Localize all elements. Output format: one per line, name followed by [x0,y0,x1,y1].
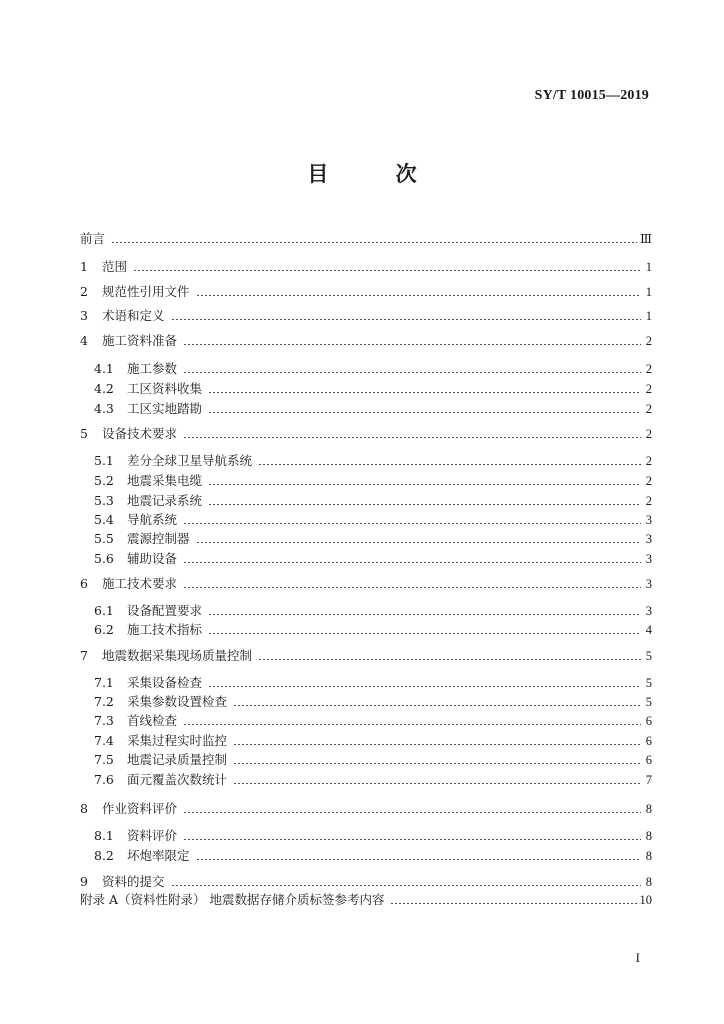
standard-code: SY/T 10015—2019 [534,88,649,103]
toc-entry-title: 施工技术要求 [102,576,178,591]
toc-entry-title: 资料评价 [127,828,178,843]
toc-dot-leader [208,484,641,485]
toc-entry-number: 2 [80,284,88,299]
toc-entry-number: 8 [80,801,88,816]
toc-dot-leader [233,705,641,706]
toc-entry-page: 8 [645,829,652,843]
toc-entry-page: 2 [645,402,652,416]
toc-entry-title: 施工资料准备 [102,333,178,348]
toc-dot-leader [171,319,641,320]
toc-entry-page: 10 [639,893,652,907]
toc-entry-number: 4.2 [94,381,114,396]
toc-dot-leader [208,686,641,687]
toc-entry-title: 施工技术指标 [127,622,203,637]
toc-entry-page: Ⅲ [639,232,652,246]
toc-entry[interactable] [80,283,652,301]
toc-entry[interactable] [80,258,652,276]
toc-entry-page: 5 [645,695,652,709]
toc-entry-title: 地震记录质量控制 [127,752,228,767]
toc-entry[interactable] [80,647,652,665]
toc-entry-number: 7.6 [94,772,114,787]
toc-entry-title: 首线检查 [127,713,178,728]
toc-entry-number: 6.1 [94,603,114,618]
toc-entry-page: 5 [645,649,652,663]
toc-dot-leader [258,464,641,465]
toc-dot-leader [233,744,641,745]
toc-entry-number: 7.4 [94,733,114,748]
toc-entry[interactable] [94,693,652,711]
toc-entry[interactable] [94,511,652,529]
toc-entry[interactable] [94,492,652,510]
toc-entry-title: 施工参数 [127,361,178,376]
toc-entry[interactable] [94,751,652,769]
toc-entry[interactable] [80,873,652,891]
toc-entry-page: 3 [645,604,652,618]
toc-entry[interactable] [94,827,652,845]
toc-entry-title: 地震数据采集现场质量控制 [102,648,253,663]
toc-entry-number: 5.6 [94,551,114,566]
toc-entry-page: 2 [645,494,652,508]
toc-entry-page: 1 [645,309,652,323]
toc-dot-leader [208,504,641,505]
toc-entry[interactable] [94,847,652,865]
toc-entry-page: 3 [645,513,652,527]
toc-entry-number: 7 [80,648,88,663]
toc-dot-leader [196,542,641,543]
toc-dot-leader [183,372,641,373]
toc-dot-leader [183,344,641,345]
toc-entry-title: 震源控制器 [127,531,190,546]
toc-dot-leader [171,885,641,886]
toc-entry-page: 8 [645,849,652,863]
toc-entry-number: 5.4 [94,512,114,527]
toc-entry-title: 采集参数设置检查 [127,694,228,709]
toc-entry-title: 术语和定义 [102,308,165,323]
toc-entry-page: 6 [645,734,652,748]
toc-entry-number: 5.2 [94,473,114,488]
toc-entry-number: 6 [80,576,88,591]
toc-entry[interactable] [94,771,652,789]
toc-dot-leader [183,523,641,524]
toc-entry-page: 1 [645,285,652,299]
toc-entry-number: 7.5 [94,752,114,767]
toc-entry-number: 5.5 [94,531,114,546]
toc-entry-title: 范围 [102,259,128,274]
toc-dot-leader [183,562,641,563]
toc-dot-leader [111,242,637,243]
toc-entry-number: 4.1 [94,361,114,376]
toc-dot-leader [208,392,641,393]
toc-dot-leader [258,659,641,660]
toc-entry-number: 5.3 [94,493,114,508]
toc-entry-page: 1 [645,260,652,274]
toc-entry-title: 前言 [80,231,106,246]
toc-entry-title: 面元覆盖次数统计 [127,772,228,787]
toc-entry-page: 4 [645,623,652,637]
toc-entry-number: 6.2 [94,622,114,637]
toc-entry-number: 4.3 [94,401,114,416]
toc-dot-leader [208,614,641,615]
toc-entry[interactable] [80,800,652,818]
toc-entry[interactable] [94,674,652,692]
toc-entry-title: 坏炮率限定 [127,848,190,863]
toc-entry[interactable] [94,602,652,620]
toc-entry-page: 7 [645,773,652,787]
toc-dot-leader [196,295,641,296]
toc-dot-leader [233,783,641,784]
toc-dot-leader [208,633,641,634]
toc-entry-title: 导航系统 [127,512,178,527]
toc-entry-title: 设备技术要求 [102,426,178,441]
toc-entry-page: 6 [645,714,652,728]
toc-entry-title: 地震记录系统 [127,493,203,508]
toc-entry-title: 作业资料评价 [102,801,178,816]
toc-entry-page: 5 [645,676,652,690]
toc-entry-number: 8.2 [94,848,114,863]
toc-entry[interactable] [80,425,652,443]
toc-entry[interactable] [94,472,652,490]
toc-entry-title: 差分全球卫星导航系统 [127,453,253,468]
toc-entry[interactable] [80,307,652,325]
toc-entry-title: 工区资料收集 [127,381,203,396]
toc-dot-leader [390,903,636,904]
toc-entry[interactable] [94,530,652,548]
toc-entry-number: 8.1 [94,828,114,843]
toc-entry[interactable] [94,621,652,639]
toc-entry-page: 2 [645,382,652,396]
toc-entry-title: 辅助设备 [127,551,178,566]
toc-entry-page: 3 [645,532,652,546]
toc-entry-number: 3 [80,308,88,323]
toc-dot-leader [183,839,641,840]
toc-entry-page: 8 [645,875,652,889]
toc-entry-title: 采集设备检查 [127,675,203,690]
toc-entry-title: 规范性引用文件 [102,284,190,299]
toc-entry-page: 2 [645,474,652,488]
toc-entry-number: 4 [80,333,88,348]
toc-entry[interactable] [94,360,652,378]
toc-dot-leader [183,437,641,438]
toc-entry[interactable] [80,332,652,350]
toc-entry-page: 6 [645,753,652,767]
toc-entry-page: 8 [645,802,652,816]
toc-dot-leader [196,859,641,860]
toc-entry-number: 7.2 [94,694,114,709]
toc-entry-title: 地震采集电缆 [127,473,203,488]
toc-entry-page: 2 [645,454,652,468]
toc-entry-title: 附录 A（资料性附录） 地震数据存储介质标签参考内容 [80,892,385,907]
toc-entry-number: 9 [80,874,88,889]
toc-entry[interactable] [94,380,652,398]
toc-entry-title: 采集过程实时监控 [127,733,228,748]
toc-entry-page: 3 [645,577,652,591]
page-number: I [635,950,640,965]
page-title: 目 次 [307,162,447,186]
toc-entry[interactable] [94,452,652,470]
toc-dot-leader [208,412,641,413]
toc-entry[interactable] [94,712,652,730]
toc-entry-number: 5.1 [94,453,114,468]
toc-entry-title: 工区实地踏勘 [127,401,203,416]
toc-entry[interactable] [80,891,652,909]
toc-entry[interactable] [94,732,652,750]
toc-entry-title: 资料的提交 [102,874,165,889]
toc-entry[interactable] [94,550,652,568]
toc-entry-number: 7.3 [94,713,114,728]
toc-entry-number: 7.1 [94,675,114,690]
toc-entry-number: 5 [80,426,88,441]
toc-entry-number: 1 [80,259,88,274]
toc-dot-leader [183,724,641,725]
toc-entry[interactable] [94,400,652,418]
toc-entry-page: 2 [645,362,652,376]
toc-entry-page: 3 [645,552,652,566]
toc-entry-page: 2 [645,334,652,348]
toc-dot-leader [233,763,641,764]
toc-entry[interactable] [80,230,652,248]
toc-entry-page: 2 [645,427,652,441]
toc-dot-leader [133,270,641,271]
toc-entry[interactable] [80,575,652,593]
toc-dot-leader [183,812,641,813]
toc-entry-title: 设备配置要求 [127,603,203,618]
toc-dot-leader [183,587,641,588]
